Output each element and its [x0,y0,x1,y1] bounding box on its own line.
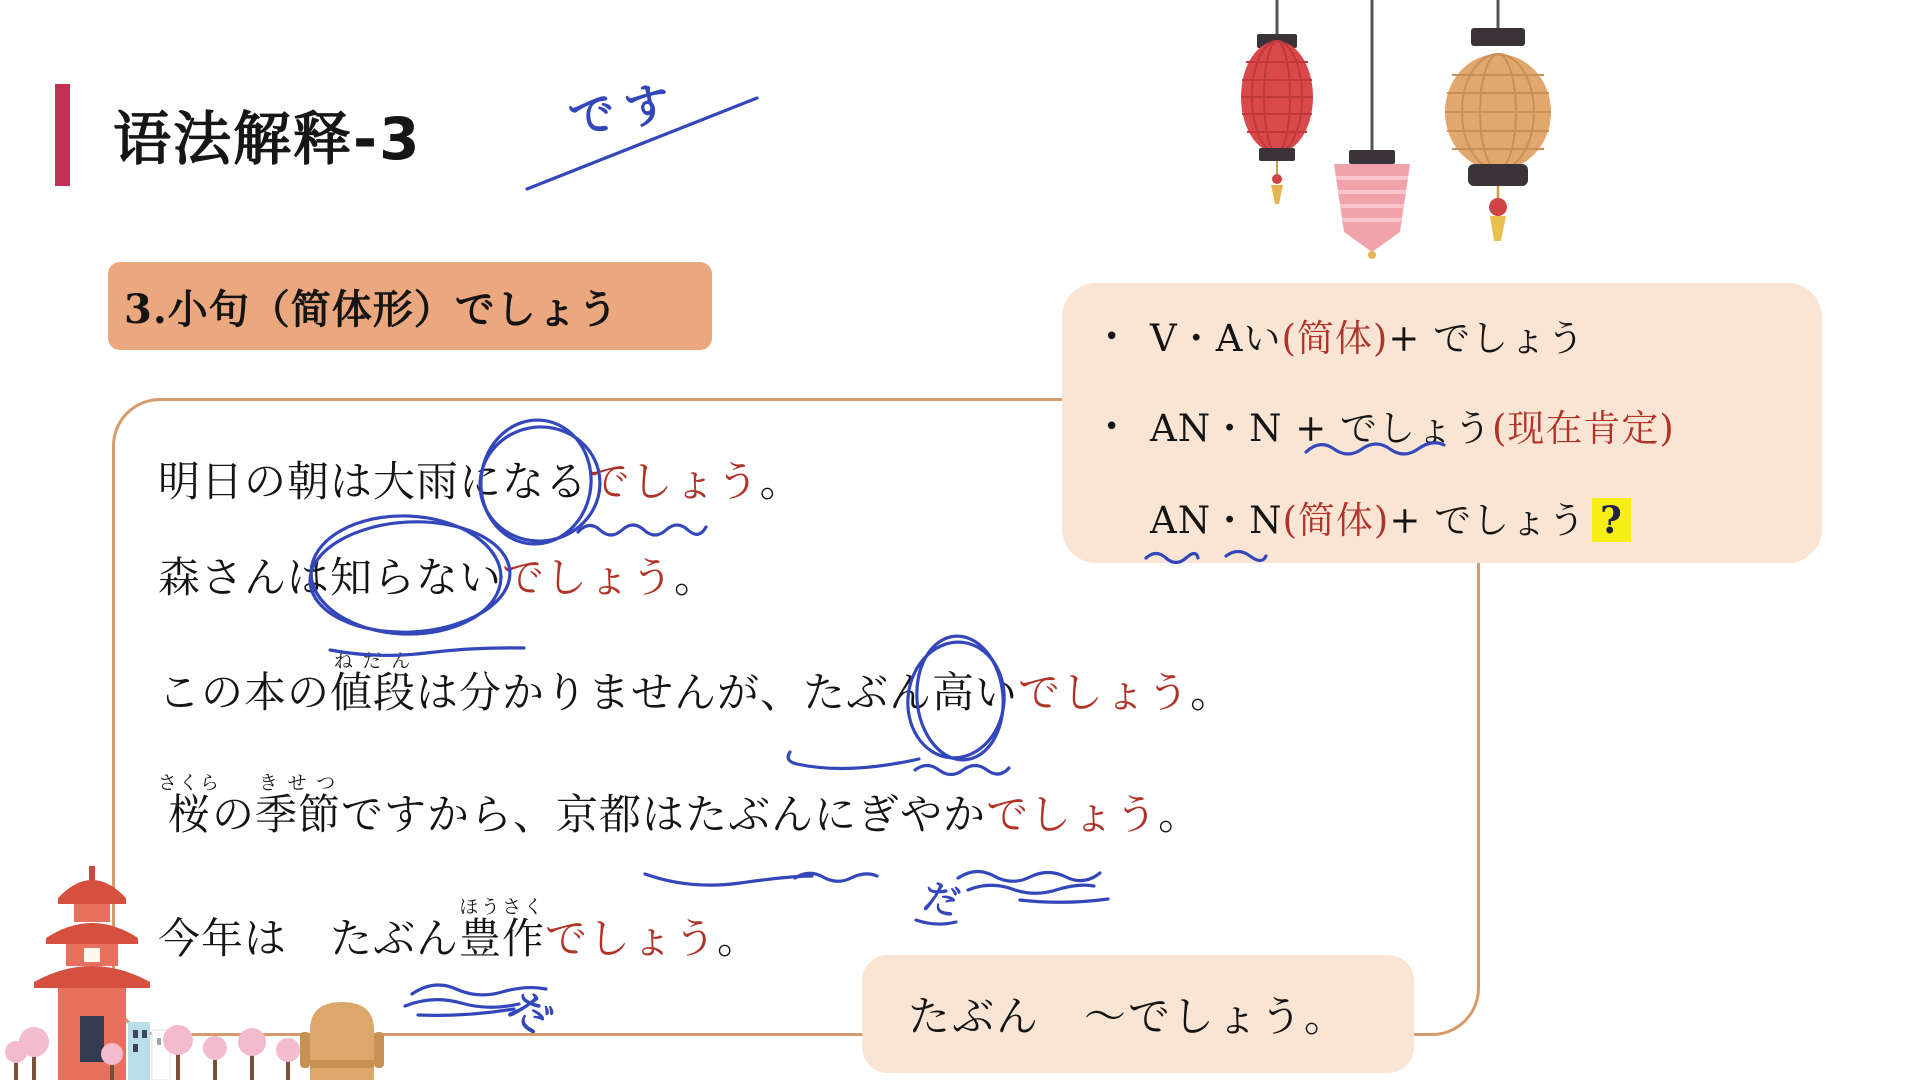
text-segment: 。 [759,457,803,506]
text-segment: 。 [1158,790,1202,839]
example-sentence-2 [158,554,717,602]
text-segment: 季節きせつ [255,772,342,839]
handwriting-da-2: だ [499,982,561,1044]
rule-text [1150,407,1675,450]
text-segment: 。 [674,553,718,602]
text-segment: (简体) [1281,317,1389,360]
handwriting-desu: です [564,73,685,147]
title-accent-bar [55,84,70,186]
text-segment: AN・N [1150,499,1283,542]
rules-panel [1062,283,1822,563]
bullet-icon: • [1104,322,1121,352]
text-segment: 森さんは知らない [158,553,503,602]
text-segment: 豊作ほうさく [459,896,546,963]
rule-line-1 [1104,308,1585,362]
example-sentence-3 [158,650,1233,717]
text-segment: この本の [158,668,331,717]
text-segment: 桜さくら [158,772,222,839]
text-segment: 今年は たぶん [158,914,460,963]
text-segment: 。 [1190,668,1234,717]
grammar-point-heading [108,262,712,350]
text-segment: でしょう [587,457,760,506]
rule-text [1150,499,1631,542]
red-oval-lantern-icon [1241,0,1313,204]
text-segment: AN・N + でしょう [1150,407,1492,450]
text-segment: + でしょう [1389,499,1587,542]
text-segment: V・Aい [1150,317,1282,360]
rule-line-3 [1104,490,1631,544]
text-segment: 。 [717,914,761,963]
page-title: 语法解释-3 [113,105,422,173]
text-segment: 値段ねだん [330,650,417,717]
orange-round-lantern-icon [1445,0,1551,241]
text-segment: 明日の朝は大雨になる [158,457,588,506]
text-segment: でしょう [502,553,675,602]
text-segment: ですから、京都はたぶんにぎやか [341,790,987,839]
handwriting-da-1: だ [918,875,964,925]
text-segment: は分かりませんが、たぶん高い [416,668,1019,717]
example-sentence-5 [158,896,760,963]
text-segment: (简体) [1282,499,1390,542]
rule-line-2 [1104,398,1675,452]
rule-text [1150,317,1585,360]
text-segment: でしょう [545,914,718,963]
text-segment: (现在肯定) [1492,407,1675,450]
summary-text: たぶん 〜でしょう。 [908,992,1349,1041]
text-segment: でしょう [1018,668,1191,717]
heading-text: 3.小句（简体形）でしょう [124,285,619,333]
pink-lantern-icon [1334,0,1410,259]
bullet-icon: • [1104,412,1121,442]
summary-panel [862,955,1414,1073]
text-segment: でしょう [986,790,1159,839]
text-segment: の [212,790,256,839]
example-sentence-1 [158,458,803,506]
text-segment: + でしょう [1388,317,1586,360]
text-segment: ? [1592,498,1631,542]
example-sentence-4 [158,772,1201,839]
